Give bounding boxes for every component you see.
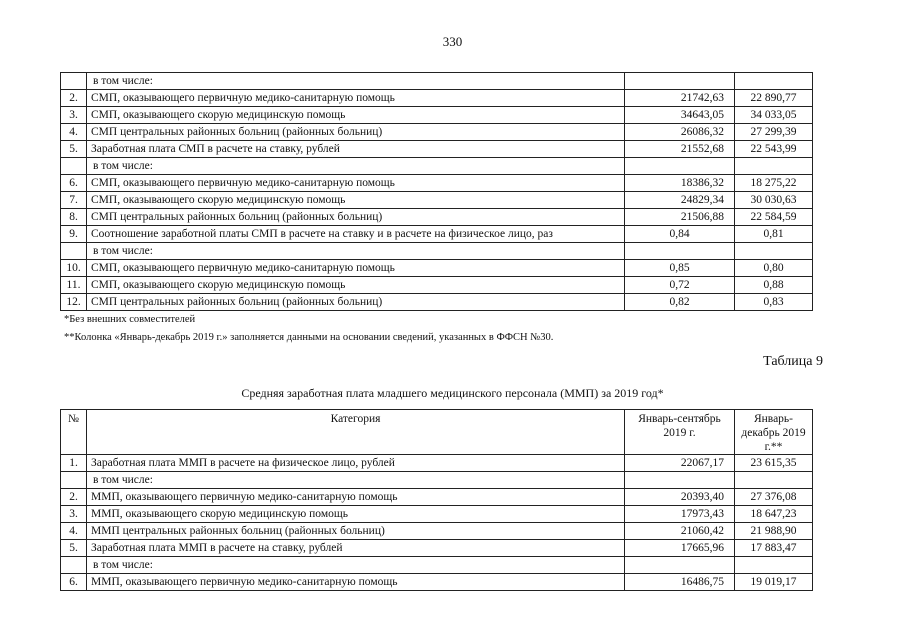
row-value-jan-dec	[735, 158, 813, 175]
row-label: СМП, оказывающего первичную медико-санитарную помощь	[87, 175, 625, 192]
row-label: СМП центральных районных больниц (районных больниц)	[87, 124, 625, 141]
row-number	[61, 557, 87, 574]
row-label: в том числе:	[87, 73, 625, 90]
row-value-jan-sep: 17973,43	[625, 506, 735, 523]
table-row	[61, 540, 813, 557]
row-value-jan-dec: 19 019,17	[735, 574, 813, 591]
row-value-jan-dec	[735, 472, 813, 489]
row-label: в том числе:	[87, 243, 625, 260]
row-value-jan-sep	[625, 73, 735, 90]
row-value-jan-dec: 18 275,22	[735, 175, 813, 192]
row-label: в том числе:	[87, 472, 625, 489]
page-number: 330	[442, 34, 463, 49]
row-label: ММП центральных районных больниц (районных больниц)	[87, 523, 625, 540]
table-row	[61, 141, 813, 158]
table-row	[61, 90, 813, 107]
row-number	[61, 472, 87, 489]
header-no: №	[61, 410, 87, 455]
row-value-jan-sep: 24829,34	[625, 192, 735, 209]
row-label: Заработная плата ММП в расчете на физическое лицо, рублей	[87, 455, 625, 472]
table-row	[61, 175, 813, 192]
footnote-external-part-timers: *Без внешних совместителей	[64, 314, 196, 325]
row-label: Соотношение заработной платы СМП в расчете на ставку и в расчете на физическое лицо, раз	[87, 226, 625, 243]
row-number: 7.	[61, 192, 87, 209]
row-number: 4.	[61, 124, 87, 141]
row-value-jan-sep: 22067,17	[625, 455, 735, 472]
header-category: Категория	[87, 410, 625, 455]
row-number: 6.	[61, 175, 87, 192]
row-value-jan-dec: 0,88	[735, 277, 813, 294]
row-value-jan-sep: 34643,05	[625, 107, 735, 124]
row-label: Заработная плата СМП в расчете на ставку, рублей	[87, 141, 625, 158]
row-value-jan-dec: 34 033,05	[735, 107, 813, 124]
row-value-jan-sep: 26086,32	[625, 124, 735, 141]
table-row	[61, 472, 813, 489]
row-label: в том числе:	[87, 158, 625, 175]
row-number	[61, 158, 87, 175]
row-label: СМП, оказывающего скорую медицинскую помощь	[87, 192, 625, 209]
row-label: ММП, оказывающего скорую медицинскую помощь	[87, 506, 625, 523]
row-value-jan-dec	[735, 73, 813, 90]
table-row	[61, 158, 813, 175]
row-value-jan-sep: 21742,63	[625, 90, 735, 107]
row-value-jan-sep: 21552,68	[625, 141, 735, 158]
row-number	[61, 73, 87, 90]
row-value-jan-sep: 0,84	[625, 226, 735, 243]
table-row	[61, 506, 813, 523]
row-value-jan-dec: 0,83	[735, 294, 813, 311]
row-value-jan-sep: 17665,96	[625, 540, 735, 557]
row-value-jan-sep: 20393,40	[625, 489, 735, 506]
row-value-jan-sep: 18386,32	[625, 175, 735, 192]
table-row	[61, 574, 813, 591]
row-number: 5.	[61, 540, 87, 557]
row-value-jan-dec: 17 883,47	[735, 540, 813, 557]
footnote-column-source: **Колонка «Январь-декабрь 2019 г.» заполняется данными на основании сведений, указанных в ФФСН №30.	[64, 332, 554, 343]
table-row	[61, 124, 813, 141]
row-number: 12.	[61, 294, 87, 311]
row-value-jan-sep: 0,82	[625, 294, 735, 311]
row-number: 8.	[61, 209, 87, 226]
row-value-jan-dec: 22 890,77	[735, 90, 813, 107]
row-number: 2.	[61, 489, 87, 506]
row-label: СМП, оказывающего первичную медико-санитарную помощь	[87, 260, 625, 277]
row-number: 10.	[61, 260, 87, 277]
table-row	[61, 192, 813, 209]
row-value-jan-dec: 22 584,59	[735, 209, 813, 226]
row-value-jan-sep: 0,72	[625, 277, 735, 294]
row-value-jan-dec: 27 376,08	[735, 489, 813, 506]
row-value-jan-sep	[625, 158, 735, 175]
row-value-jan-dec: 30 030,63	[735, 192, 813, 209]
table-row	[61, 226, 813, 243]
row-value-jan-sep	[625, 472, 735, 489]
row-number: 9.	[61, 226, 87, 243]
table-row	[61, 107, 813, 124]
row-value-jan-dec: 0,81	[735, 226, 813, 243]
table-row	[61, 209, 813, 226]
row-number: 6.	[61, 574, 87, 591]
row-label: СМП, оказывающего скорую медицинскую помощь	[87, 107, 625, 124]
row-number	[61, 243, 87, 260]
row-label: СМП центральных районных больниц (районных больниц)	[87, 294, 625, 311]
row-value-jan-dec: 18 647,23	[735, 506, 813, 523]
row-value-jan-dec: 23 615,35	[735, 455, 813, 472]
row-value-jan-sep	[625, 557, 735, 574]
row-number: 1.	[61, 455, 87, 472]
table-row	[61, 73, 813, 90]
table-number-label: Таблица 9	[763, 354, 823, 369]
row-value-jan-dec: 0,80	[735, 260, 813, 277]
table-row	[61, 243, 813, 260]
row-number: 3.	[61, 506, 87, 523]
salary-table-mmp-body	[61, 455, 813, 591]
row-value-jan-dec: 22 543,99	[735, 141, 813, 158]
header-jan-dec: Январь-декабрь 2019 г.**	[735, 410, 813, 455]
row-number: 2.	[61, 90, 87, 107]
row-number: 4.	[61, 523, 87, 540]
table-row	[61, 489, 813, 506]
row-value-jan-sep: 21060,42	[625, 523, 735, 540]
table-row	[61, 455, 813, 472]
row-value-jan-sep: 0,85	[625, 260, 735, 277]
row-value-jan-sep: 16486,75	[625, 574, 735, 591]
salary-table-smp-body	[61, 73, 813, 311]
row-label: СМП центральных районных больниц (районных больниц)	[87, 209, 625, 226]
row-number: 11.	[61, 277, 87, 294]
row-label: ММП, оказывающего первичную медико-санитарную помощь	[87, 574, 625, 591]
header-jan-sep: Январь-сентябрь 2019 г.	[625, 410, 735, 455]
row-label: в том числе:	[87, 557, 625, 574]
table-row	[61, 260, 813, 277]
row-number: 5.	[61, 141, 87, 158]
table-header-row	[61, 410, 813, 455]
table-row	[61, 557, 813, 574]
row-number: 3.	[61, 107, 87, 124]
salary-table-mmp	[60, 409, 813, 591]
row-value-jan-sep: 21506,88	[625, 209, 735, 226]
salary-table-smp	[60, 72, 813, 311]
row-label: СМП, оказывающего первичную медико-санитарную помощь	[87, 90, 625, 107]
row-label: СМП, оказывающего скорую медицинскую помощь	[87, 277, 625, 294]
row-value-jan-dec	[735, 557, 813, 574]
row-value-jan-dec: 21 988,90	[735, 523, 813, 540]
row-label: Заработная плата ММП в расчете на ставку, рублей	[87, 540, 625, 557]
table-row	[61, 294, 813, 311]
table-row	[61, 523, 813, 540]
row-label: ММП, оказывающего первичную медико-санитарную помощь	[87, 489, 625, 506]
table-row	[61, 277, 813, 294]
row-value-jan-dec	[735, 243, 813, 260]
table-title: Средняя заработная плата младшего медицинского персонала (ММП) за 2019 год*	[241, 386, 664, 400]
row-value-jan-dec: 27 299,39	[735, 124, 813, 141]
row-value-jan-sep	[625, 243, 735, 260]
